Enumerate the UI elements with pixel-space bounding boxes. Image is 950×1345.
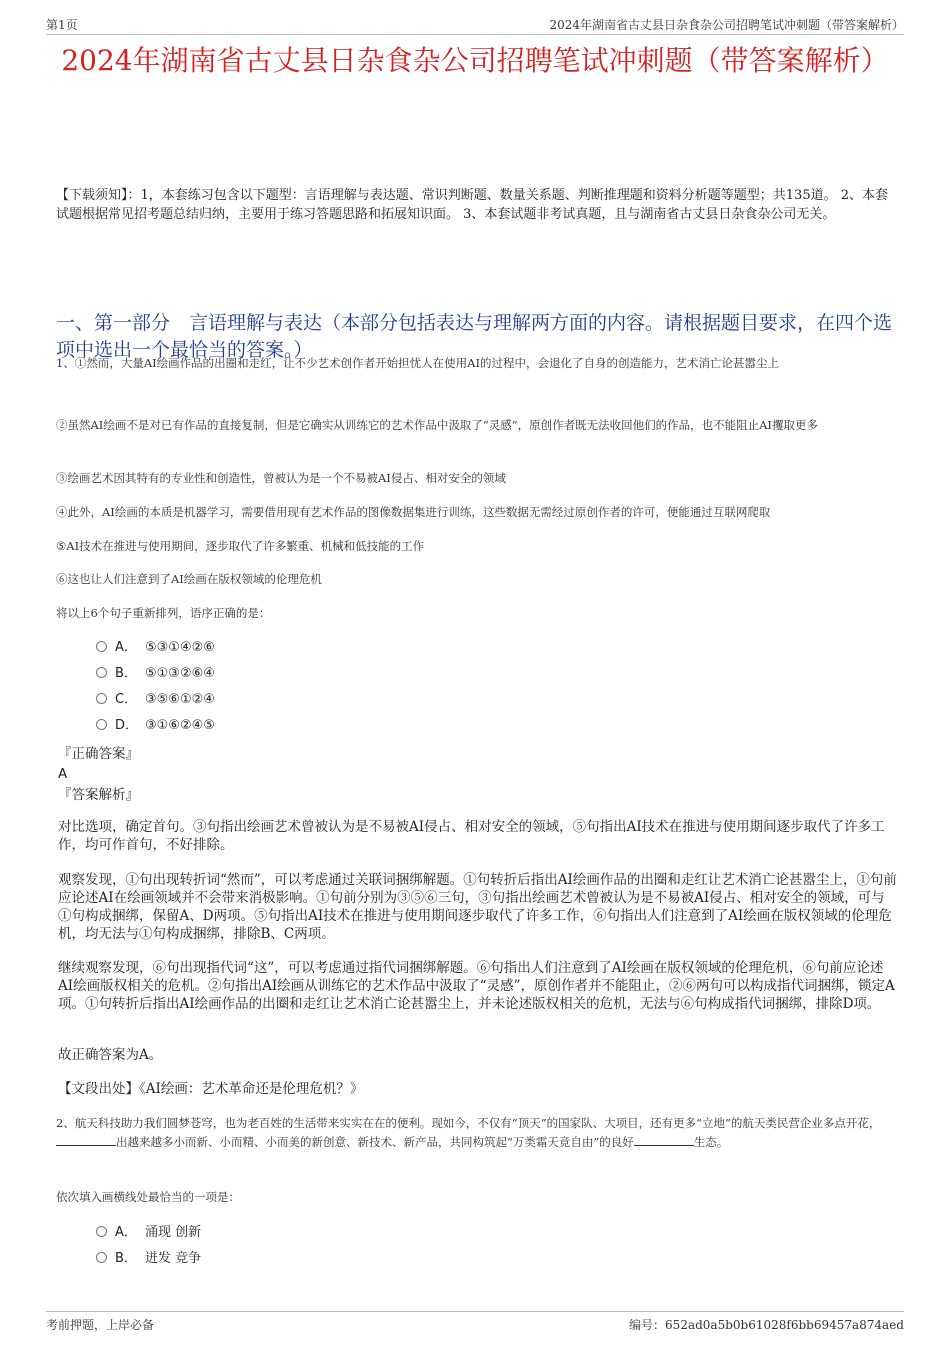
q2-text: 2、航天科技助力我们圆梦苍穹，也为老百姓的生活带来实实在在的便利。现如今，不仅有“顶天”的国家队、大项目，还有更多“立地”的航天类民营企业多点开花，出越来越多小而新、小而精、小而美的新创意、新技术、新产品，共同构筑起“万类霜天竞自由”的良好 生态。 [56, 1116, 881, 1149]
radio-icon[interactable] [96, 693, 107, 704]
fill-blank-2[interactable] [634, 1133, 694, 1146]
page-number: 第1页 [46, 18, 78, 32]
analysis-para-4: 故正确答案为A。 [58, 1047, 163, 1063]
analysis-para-2: 观察发现，①句出现转折词“然而”，可以考虑通过关联词捆绑解题。①句转折后指出AI绘画作品的出圈和走红让艺术消亡论甚嚣尘上，①句前应论述AI在绘画领域并不会带来消极影响。①句前分别为③⑤⑥三句，③句指出绘画艺术曾被认为是不易被AI侵占、相对安全的领域，可与①句构成捆绑，保留A、D两项。⑤句指出AI技术在推进与使用期间逐步取代了许多工作，⑥句指出人们注意到了AI绘画在版权领域的伦理危机，均无法与①句构成捆绑，排除B、C两项。 [58, 872, 897, 942]
footer-serial: 编号：652ad0a5b0b61028f6bb69457a874aed [629, 1318, 904, 1332]
q2-prompt: 依次填入画横线处最恰当的一项是： [56, 1190, 240, 1204]
q1-option-b[interactable]: B． ⑤①③②⑥④ [96, 664, 215, 684]
download-notice: 【下载须知】：1，本套练习包含以下题型：言语理解与表达题、常识判断题、数量关系题、判断推理题和资料分析题等题型；共135道。 2、本套试题根据常见招考题总结归纳，主要用于练习答题思路和拓展知识面。 3、本套试题非考试真题，且与湖南省古丈县日杂食杂公司无关。 [56, 188, 888, 222]
q1-sentence-2: ②虽然AI绘画不是对已有作品的直接复制，但是它确实从训练它的艺术作品中汲取了“灵感”，原创作者既无法收回他们的作品，也不能阻止AI攫取更多 [56, 418, 818, 432]
page-title: 2024年湖南省古丈县日杂食杂公司招聘笔试冲刺题（带答案解析） [61, 44, 889, 77]
q1-prompt: 将以上6个句子重新排列，语序正确的是： [56, 606, 271, 620]
q1-option-c[interactable]: C． ③⑤⑥①②④ [96, 690, 215, 710]
header-doc-title: 2024年湖南省古丈县日杂食杂公司招聘笔试冲刺题（带答案解析） [549, 18, 904, 32]
q1-option-a[interactable]: A． ⑤③①④②⑥ [96, 638, 215, 658]
fill-blank-1[interactable] [56, 1133, 116, 1146]
q1-option-d[interactable]: D． ③①⑥②④⑤ [96, 716, 215, 736]
footer-slogan: 考前押题，上岸必备 [46, 1318, 155, 1332]
page-footer [46, 1311, 904, 1336]
q1-sentence-3: ③绘画艺术因其特有的专业性和创造性，曾被认为是一个不易被AI侵占、相对安全的领域 [56, 471, 506, 485]
text-source: 【文段出处】《AI绘画：艺术革命还是伦理危机？》 [58, 1081, 364, 1097]
correct-answer-label: 『正确答案』 [58, 746, 139, 762]
radio-icon[interactable] [96, 1252, 107, 1263]
q1-sentence-5: ⑤AI技术在推进与使用期间，逐步取代了许多繁重、机械和低技能的工作 [56, 539, 425, 553]
q1-sentence-1: 1、①然而，大量AI绘画作品的出圈和走红，让不少艺术创作者开始担忧人在使用AI的过程中，会退化了自身的创造能力，艺术消亡论甚嚣尘上 [56, 356, 780, 370]
q2-option-a[interactable]: A． 涌现 创新 [96, 1223, 201, 1243]
q2-option-b[interactable]: B． 迸发 竞争 [96, 1249, 201, 1269]
radio-icon[interactable] [96, 1226, 107, 1237]
correct-answer: A [58, 766, 68, 782]
analysis-para-1: 对比选项，确定首句。③句指出绘画艺术曾被认为是不易被AI侵占、相对安全的领域，⑤句指出AI技术在推进与使用期间逐步取代了许多工作，均可作首句，不好排除。 [58, 819, 885, 853]
analysis-para-3: 继续观察发现，⑥句出现指代词“这”，可以考虑通过指代词捆绑解题。⑥句指出人们注意到了AI绘画在版权领域的伦理危机，⑥句前应论述AI绘画版权相关的危机。②句指出AI绘画从训练它的艺术作品中汲取了“灵感”，原创作者并不能阻止，②⑥两句可以构成指代词捆绑，锁定A项。①句转折后指出AI绘画作品的出圈和走红让艺术消亡论甚嚣尘上，并未论述版权相关的危机，无法与⑥句构成指代词捆绑，排除D项。 [58, 960, 895, 1012]
radio-icon[interactable] [96, 641, 107, 652]
page-header [46, 14, 904, 35]
analysis-label: 『答案解析』 [58, 787, 139, 803]
q1-sentence-6: ⑥这也让人们注意到了AI绘画在版权领域的伦理危机 [56, 572, 322, 586]
radio-icon[interactable] [96, 719, 107, 730]
radio-icon[interactable] [96, 667, 107, 678]
section-heading: 一、第一部分 言语理解与表达（本部分包括表达与理解两方面的内容。请根据题目要求，在四个选项中选出一个最恰当的答案。） [56, 312, 893, 361]
q1-sentence-4: ④此外，AI绘画的本质是机器学习，需要借用现有艺术作品的图像数据集进行训练，这些数据无需经过原创作者的许可，便能通过互联网爬取 [56, 505, 771, 519]
